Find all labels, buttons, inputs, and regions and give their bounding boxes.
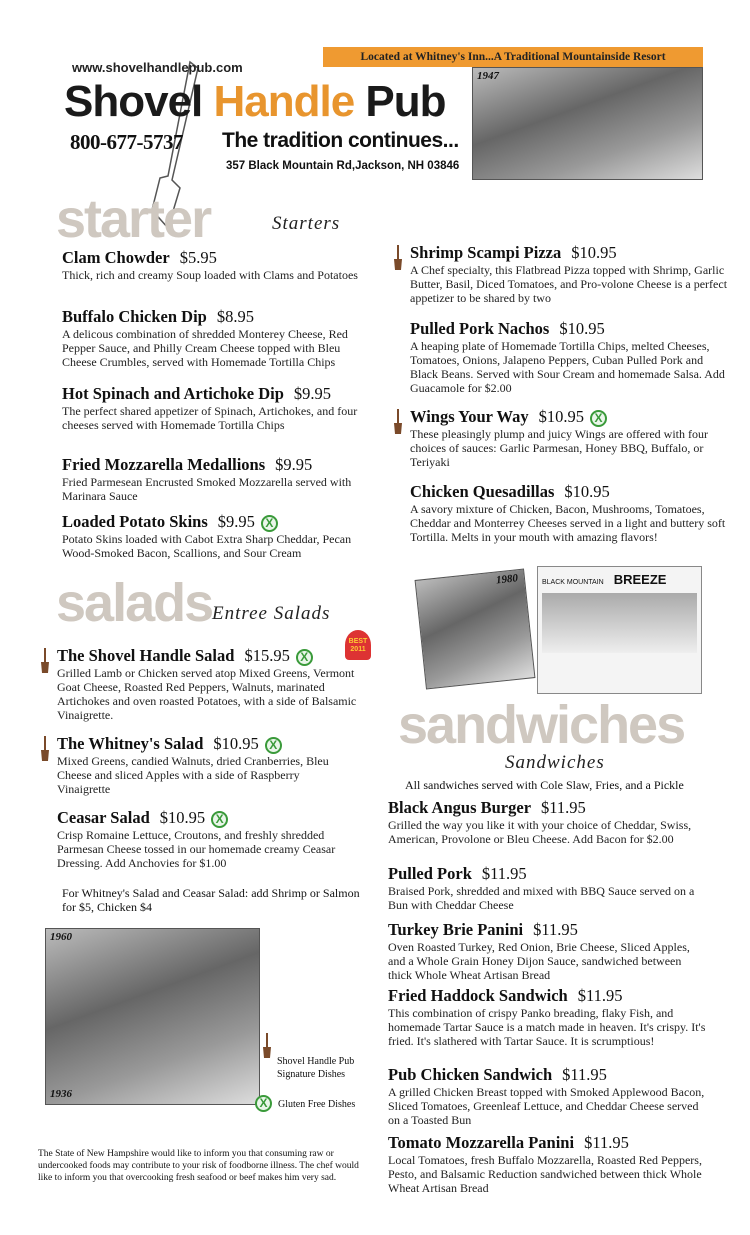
item-name: Clam Chowder — [62, 248, 170, 267]
gluten-free-icon: X — [211, 811, 228, 828]
item-price: $9.95 — [217, 512, 255, 531]
gluten-free-icon: X — [590, 410, 607, 427]
item-name: The Whitney's Salad — [57, 734, 204, 753]
shovel-icon — [393, 245, 403, 271]
website-url[interactable]: www.shovelhandlepub.com — [72, 60, 243, 75]
item-price: $8.95 — [216, 307, 254, 326]
gluten-free-icon: X — [296, 649, 313, 666]
item-price: $10.95 — [564, 482, 610, 501]
menu-item — [62, 384, 367, 432]
item-price: $10.95 — [571, 243, 617, 262]
item-title — [388, 864, 708, 884]
menu-item — [57, 734, 347, 796]
vintage-photo-collage: 1960 1936 — [45, 928, 260, 1105]
shovel-icon — [40, 648, 50, 674]
item-name: Buffalo Chicken Dip — [62, 307, 207, 326]
menu-item — [388, 920, 708, 982]
menu-item — [410, 482, 730, 544]
pub-name: Shovel Handle Pub — [64, 77, 446, 126]
item-title — [57, 734, 347, 754]
item-name: Shrimp Scampi Pizza — [410, 243, 562, 262]
item-title — [410, 319, 730, 339]
item-price: $10.95 — [213, 734, 259, 753]
menu-item — [388, 1065, 708, 1127]
item-title — [388, 920, 708, 940]
item-price: $11.95 — [533, 920, 578, 939]
shovel-icon — [40, 736, 50, 762]
item-name: Wings Your Way — [410, 407, 529, 426]
menu-item — [388, 864, 708, 912]
item-name: Pulled Pork — [388, 864, 472, 883]
item-description: The perfect shared appetizer of Spinach, Artichokes, and four cheeses served with Homemade Tortilla Chips — [62, 404, 358, 432]
item-name: The Shovel Handle Salad — [57, 646, 235, 665]
item-name: Loaded Potato Skins — [62, 512, 208, 531]
newsletter-photo: BLACK MOUNTAIN BREEZE — [537, 566, 702, 694]
legend-gluten-free: Gluten Free Dishes — [278, 1099, 356, 1110]
item-description: This combination of crispy Panko breading, flaky Fish, and homemade Tartar Sauce is a match made in heaven. It's crispy. It's fried. It's slathered with Tartar Sauce. It is scrumptious! — [388, 1006, 706, 1048]
item-price: $11.95 — [562, 1065, 607, 1084]
salad-addons-note: For Whitney's Salad and Ceasar Salad: add Shrimp or Salmon for $5, Chicken $4 — [62, 886, 360, 914]
menu-item — [57, 808, 357, 870]
item-description: Thick, rich and creamy Soup loaded with Clams and Potatoes — [62, 268, 358, 282]
item-name: Black Angus Burger — [388, 798, 532, 817]
menu-item — [410, 407, 730, 469]
item-price: $10.95 — [538, 407, 584, 426]
item-price: $11.95 — [577, 986, 623, 1005]
menu-item — [410, 243, 730, 305]
sandwiches-watermark: sandwiches — [398, 695, 685, 755]
salads-heading: Entree Salads — [212, 603, 331, 624]
item-title — [62, 248, 362, 268]
item-description: Grilled the way you like it with your choice of Cheddar, Swiss, American, Provolone or Bleu Cheese. Add Bacon for $2.00 — [388, 818, 692, 846]
item-title — [62, 455, 362, 475]
item-price: $9.95 — [275, 455, 313, 474]
legend-signature: Shovel Handle Pub Signature Dishes — [277, 1056, 355, 1080]
address: 357 Black Mountain Rd,Jackson, NH 03846 — [226, 160, 460, 172]
item-name: Tomato Mozzarella Panini — [388, 1133, 575, 1152]
item-title — [57, 808, 357, 828]
item-price: $11.95 — [584, 1133, 629, 1152]
item-price: $10.95 — [159, 808, 206, 827]
item-description: Grilled Lamb or Chicken served atop Mixed Greens, Vermont Goat Cheese, Roasted Red Peppers, Walnuts, marinated Artichokes and oven roasted Potatoes, with a side of Balsamic Vinaigrette. — [57, 666, 357, 722]
item-description: Potato Skins loaded with Cabot Extra Sharp Cheddar, Pecan Wood-Smoked Bacon, Scallions, and Sour Cream — [62, 532, 352, 560]
item-description: Fried Parmesean Encrusted Smoked Mozzarella served with Marinara Sauce — [62, 475, 352, 503]
item-description: Braised Pork, shredded and mixed with BBQ Sauce served on a Bun with Cheddar Cheese — [388, 884, 695, 912]
item-title — [410, 482, 730, 502]
item-description: A delicous combination of shredded Monterey Cheese, Red Pepper Sauce, and Philly Cream Cheese topped with Bleu Cheese Crumbles, served with Homemade Tortilla Chips — [62, 327, 348, 369]
item-title — [388, 798, 708, 818]
item-title — [388, 1065, 708, 1085]
item-description: Oven Roasted Turkey, Red Onion, Brie Cheese, Sliced Apples, and a Whole Grain Honey Dijon Sauce, sandwiched between thick Whole Wheat Artisan Bread — [388, 940, 690, 982]
gluten-free-icon: X — [261, 515, 278, 532]
item-description: A heaping plate of Homemade Tortilla Chips, melted Cheeses, Tomatoes, Onions, Jalapeno Peppers, Cuban Pulled Pork and Black Beans. Served with Sour Cream and homemade Salsa. Add Guacamole for $2.00 — [410, 339, 725, 395]
item-description: A grilled Chicken Breast topped with Smoked Applewood Bacon, Sliced Tomatoes, Greenleaf Lettuce, and Cheddar Cheese served on a Toasted Bun — [388, 1085, 705, 1127]
sandwiches-note: All sandwiches served with Cole Slaw, Fries, and a Pickle — [405, 778, 684, 792]
item-name: Ceasar Salad — [57, 808, 150, 827]
menu-item — [62, 248, 362, 282]
sandwiches-heading: Sandwiches — [505, 752, 605, 773]
item-name: Turkey Brie Panini — [388, 920, 524, 939]
menu-item — [388, 986, 708, 1048]
gluten-free-icon: X — [265, 737, 282, 754]
item-price: $5.95 — [179, 248, 217, 267]
item-name: Pub Chicken Sandwich — [388, 1065, 553, 1084]
health-disclaimer: The State of New Hampshire would like to inform you that consuming raw or undercooked foods may contribute to your risk of foodborne illness. The chef would like to inform you that overcooking fresh seafood or beef makes him very sad. — [38, 1149, 359, 1183]
item-title — [62, 384, 367, 404]
phone-number[interactable]: 800-677-5737 — [70, 130, 183, 154]
item-price: $11.95 — [481, 864, 527, 883]
starters-watermark: starter — [56, 189, 211, 249]
item-title — [62, 307, 362, 327]
menu-item — [62, 307, 362, 369]
item-title — [410, 243, 730, 263]
item-description: Local Tomatoes, fresh Buffalo Mozzarella, Roasted Red Peppers, Pesto, and Balsamic Reduction sandwiched between thick Whole Wheat Artisan Bread — [388, 1153, 702, 1195]
item-price: $9.95 — [293, 384, 332, 403]
item-description: Mixed Greens, candied Walnuts, dried Cranberries, Bleu Cheese and sliced Apples with a side of Raspberry Vinaigrette — [57, 754, 329, 796]
item-description: A Chef specialty, this Flatbread Pizza topped with Shrimp, Garlic Butter, Basil, Diced Tomatoes, and Pro-volone Cheese is a perfect appetizer to be shared by two — [410, 263, 728, 305]
item-name: Hot Spinach and Artichoke Dip — [62, 384, 284, 403]
tagline: The tradition continues... — [222, 129, 459, 152]
gluten-free-icon: X — [255, 1094, 272, 1112]
item-title — [62, 512, 372, 532]
best-award-badge: BEST 2011 — [345, 630, 371, 660]
menu-item — [62, 512, 372, 560]
location-banner: Located at Whitney's Inn...A Traditional Mountainside Resort — [323, 47, 703, 67]
starters-heading: Starters — [272, 213, 341, 234]
menu-item — [388, 798, 708, 846]
shovel-icon — [393, 409, 403, 435]
item-price: $11.95 — [541, 798, 586, 817]
item-description: Crisp Romaine Lettuce, Croutons, and freshly shredded Parmesan Cheese tossed in our homemade creamy Ceasar Dressing. Add Anchovies for $1.00 — [57, 828, 336, 870]
item-title — [410, 407, 730, 427]
item-name: Chicken Quesadillas — [410, 482, 555, 501]
item-name: Pulled Pork Nachos — [410, 319, 550, 338]
photo-1980: 1980 — [415, 569, 536, 690]
menu-item — [57, 646, 357, 722]
menu-item — [388, 1133, 723, 1195]
item-price: $15.95 — [244, 646, 290, 665]
item-description: A savory mixture of Chicken, Bacon, Mushrooms, Tomatoes, Cheddar and Monterrey Cheeses served in a light and buttery soft Tortilla. Melts in your mouth with amazing flavors! — [410, 502, 726, 544]
item-description: These pleasingly plump and juicy Wings are offered with four choices of sauces: Garlic Parmesan, Honey BBQ, Buffalo, or Teriyaki — [410, 427, 708, 469]
item-title — [57, 646, 357, 666]
item-name: Fried Haddock Sandwich — [388, 986, 568, 1005]
salads-watermark: salads — [56, 573, 213, 633]
shovel-icon — [262, 1033, 272, 1059]
menu-item — [410, 319, 730, 395]
item-price: $10.95 — [559, 319, 605, 338]
item-title — [388, 986, 708, 1006]
menu-item — [62, 455, 362, 503]
item-title — [388, 1133, 723, 1153]
item-name: Fried Mozzarella Medallions — [62, 455, 266, 474]
inn-photo-1947: 1947 — [472, 67, 703, 180]
